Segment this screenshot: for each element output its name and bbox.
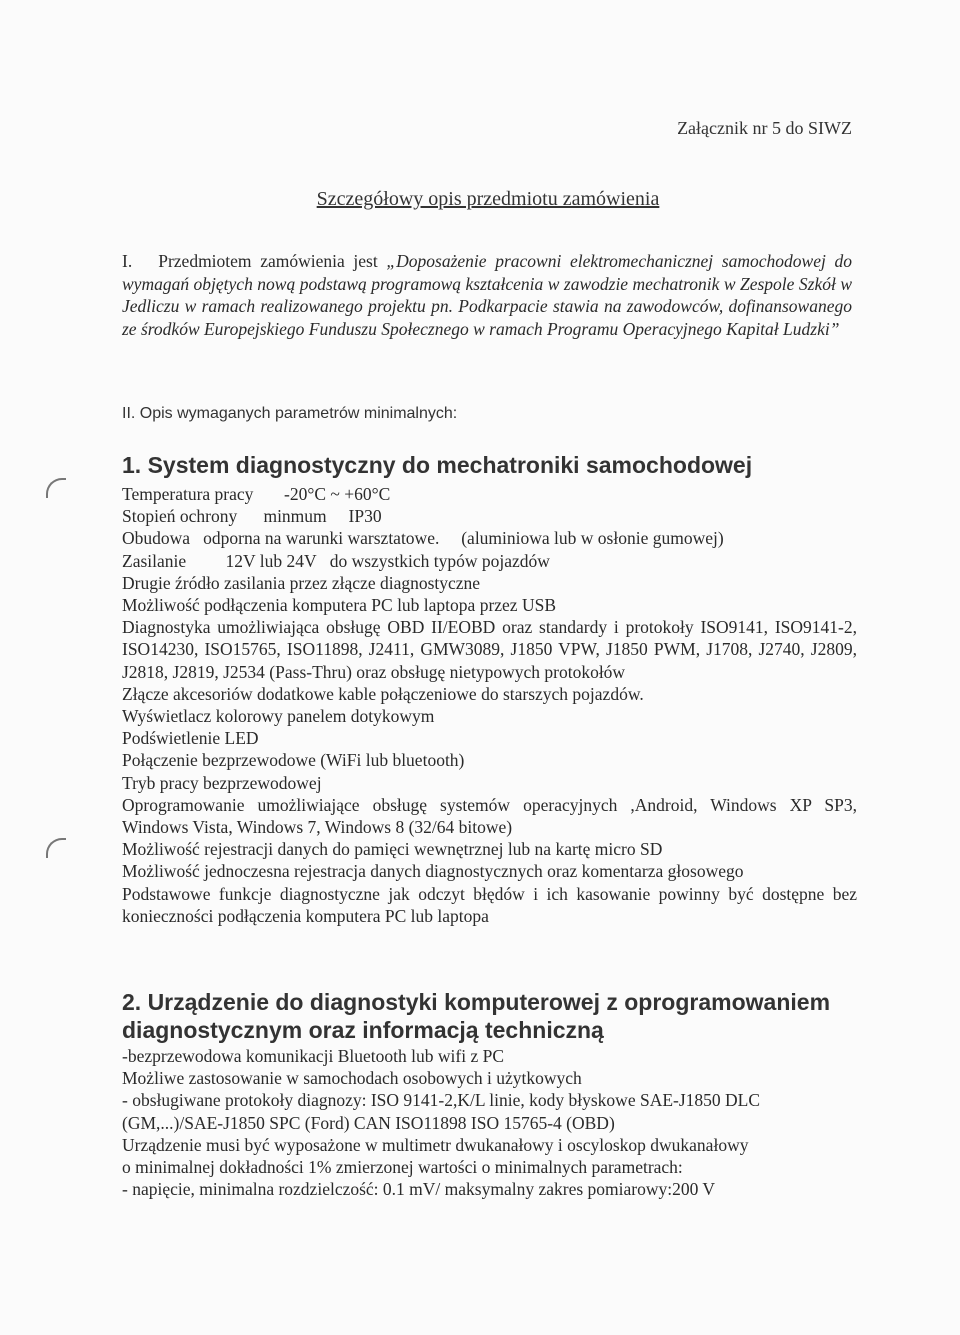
spec-line: Drugie źródło zasilania przez złącze diagnostyczne	[122, 572, 481, 593]
spec-temperature	[122, 483, 857, 505]
spec-value: odporna na warunki warsztatowe.	[203, 528, 440, 549]
spec-label: Obudowa	[122, 528, 191, 549]
spec-protection	[122, 505, 857, 527]
spec-line: o minimalnej dokładności 1% zmierzonej wartości o minimalnych parametrach:	[122, 1157, 683, 1178]
intro-number: I.	[122, 251, 133, 271]
spec-value: -20°C ~ +60°C	[284, 484, 391, 504]
spec-label: Zasilanie	[122, 550, 187, 571]
spec-line: Możliwość podłączenia komputera PC lub laptopa przez USB	[122, 595, 556, 616]
spec-line: Połączenie bezprzewodowe (WiFi lub bluetooth)	[122, 750, 465, 771]
spec-diagnostics: Diagnostyka umożliwiająca obsługę OBD II/EOBD oraz standardy i protokoły ISO9141, ISO9141-2, ISO14230, ISO15765, ISO11898, J2411, GMW3089, J1850 VPW, J1850 PWM, J1708, J2740, J2809, J2818, J2819, J2534 (Pass-Thru) oraz obsługę nietypowych protokołów	[122, 617, 857, 682]
spec-line: Złącze akcesoriów dodatkowe kable połączeniowe do starszych pojazdów.	[122, 683, 644, 704]
punch-hole-mark-top	[46, 478, 66, 498]
spec-note: do wszystkich typów pojazdów	[329, 550, 550, 571]
spec-line: -bezprzewodowa komunikacji Bluetooth lub wifi z PC	[122, 1046, 505, 1066]
spec-qualifier: minmum	[263, 506, 327, 527]
section-2-heading: II. Opis wymaganych parametrów minimalnych:	[122, 405, 458, 422]
item-2-spec-list	[122, 1045, 857, 1200]
spec-line: Możliwość jednoczesna rejestracja danych diagnostycznych oraz komentarza głosowego	[122, 861, 744, 882]
spec-functions: Podstawowe funkcje diagnostyczne jak odczyt błędów i ich kasowanie powinny być dostępne bez konieczności podłączenia komputera PC lub laptopa	[122, 883, 857, 926]
intro-paragraph	[122, 250, 852, 340]
spec-protocols: - obsługiwane protokoły diagnozy: ISO 9141-2,K/L linie, kody błyskowe SAE-J1850 DLC (GM,...)/SAE-J1850 SPC (Ford) CAN ISO11898 ISO 15765-4 (OBD)	[122, 1090, 761, 1133]
spec-housing	[122, 527, 857, 549]
intro-quote: „Doposażenie pracowni elektromechanicznej samochodowej do wymagań objętych nową podstawą programową kształcenia w zawodzie mechatronik w Zespole Szkół w Jedliczu w ramach realizowanego projektu pn. Podkarpacie stawia na zawodowców, dofinansowanego ze środków Europejskiego Funduszu Społecznego w ramach Programu Operacyjnego Kapitał Ludzki”	[122, 251, 853, 339]
spec-line: Urządzenie musi być wyposażone w multimetr dwukanałowy i oscyloskop dwukanałowy	[122, 1134, 749, 1155]
spec-label: Stopień ochrony	[122, 506, 238, 527]
item-2-heading: 2. Urządzenie do diagnostyki komputerowej z oprogramowaniem diagnostycznym oraz informacją techniczną	[122, 989, 831, 1043]
item-1-spec-list	[122, 483, 857, 927]
spec-value: 12V lub 24V	[225, 550, 317, 571]
page-title: Szczegółowy opis przedmiotu zamówienia	[316, 188, 660, 210]
spec-note: (aluminiowa lub w osłonie gumowej)	[461, 528, 724, 549]
spec-label: Temperatura pracy	[122, 484, 254, 504]
spec-line: Możliwe zastosowanie w samochodach osobowych i użytkowych	[122, 1068, 582, 1089]
spec-line: Możliwość rejestracji danych do pamięci wewnętrznej lub na kartę micro SD	[122, 839, 663, 860]
punch-hole-mark-bottom	[46, 838, 66, 858]
spec-software: Oprogramowanie umożliwiające obsługę systemów operacyjnych ,Android, Windows XP SP3, Windows Vista, Windows 7, Windows 8 (32/64 bitowe)	[122, 794, 857, 838]
spec-line: - napięcie, minimalna rozdzielczość: 0.1 mV/ maksymalny zakres pomiarowy:200 V	[122, 1179, 716, 1200]
intro-lead: Przedmiotem zamówienia jest	[158, 251, 378, 271]
spec-line: Podświetlenie LED	[122, 728, 259, 749]
spec-power	[122, 550, 857, 572]
item-1-heading: 1. System diagnostyczny do mechatroniki samochodowej	[122, 452, 753, 478]
spec-line: Wyświetlacz kolorowy panelem dotykowym	[122, 706, 435, 727]
spec-value: IP30	[348, 506, 382, 527]
annex-label: Załącznik nr 5 do SIWZ	[677, 118, 852, 138]
spec-line: Tryb pracy bezprzewodowej	[122, 772, 322, 793]
